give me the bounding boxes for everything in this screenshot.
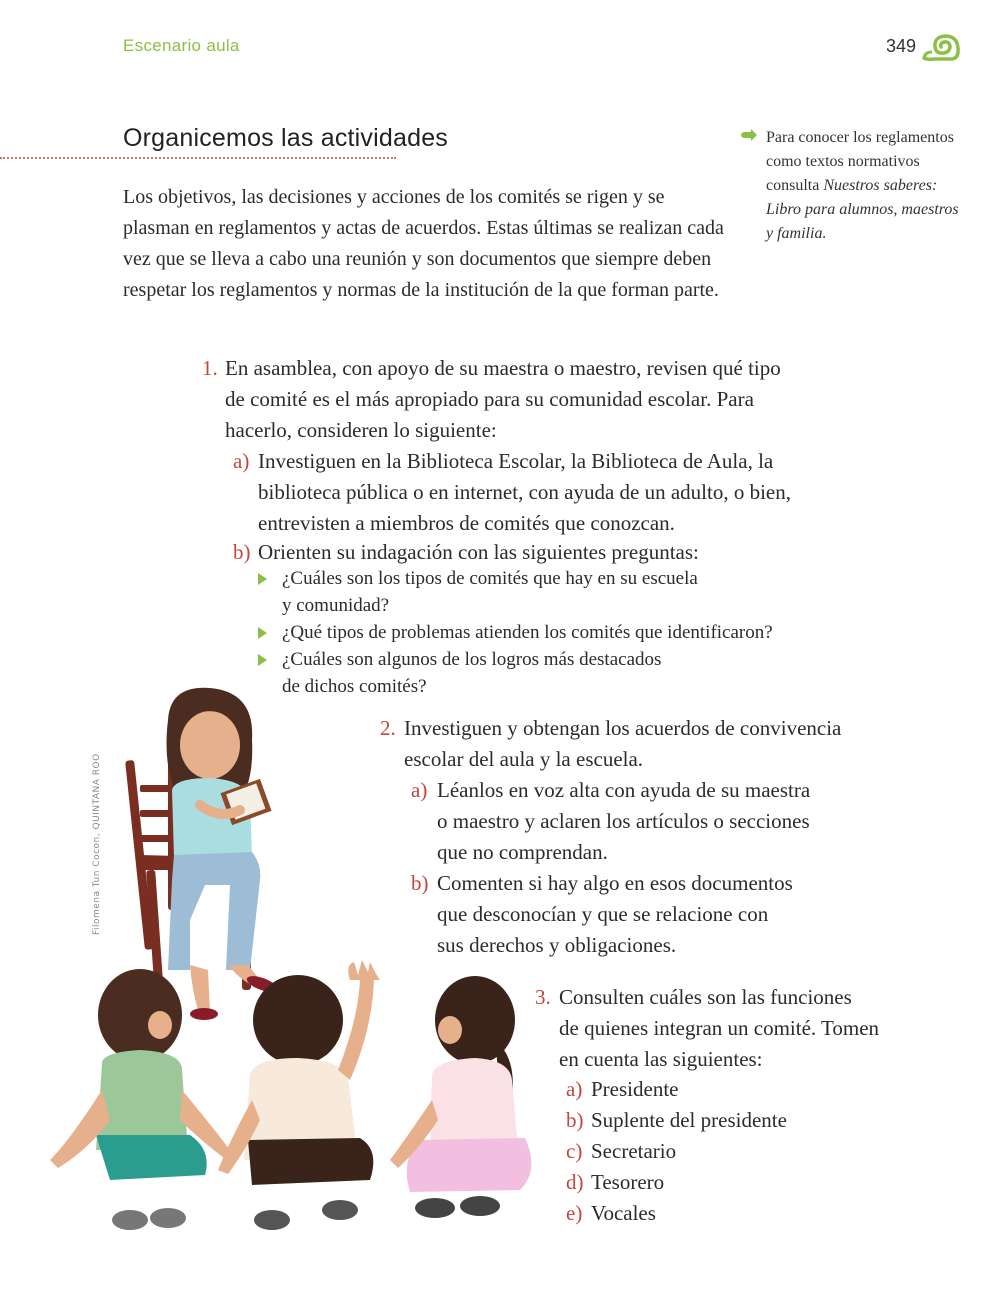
list-letter: a) <box>566 1077 583 1101</box>
text-line: sus derechos y obligaciones. <box>437 933 677 957</box>
text-line: biblioteca pública o en internet, con ayuda de un adulto, o bien, <box>258 480 791 504</box>
item-3-text <box>559 982 879 1075</box>
text-line: Léanlos en voz alta con ayuda de su maestra <box>437 778 811 802</box>
role-item: Tesorero <box>591 1170 665 1194</box>
page-number: 349 <box>886 36 917 56</box>
intro-text: Los objetivos, las decisiones y acciones de los comités se rigen y se plasman en reglamentos y actas de acuerdos. Estas últimas se realizan cada vez que se lleva a cabo una reunión y son documentos que siempre deben respetar los reglamentos y normas de la institución de la que forman parte. <box>123 186 724 301</box>
list-number: 1. <box>202 356 218 380</box>
bullet-text: de dichos comités? <box>282 676 427 697</box>
snail-icon <box>922 30 960 62</box>
text-line: escolar del aula y la escuela. <box>404 747 644 771</box>
seated-boy-middle <box>218 960 380 1230</box>
item-1b-text <box>258 537 699 568</box>
text-line: Consulten cuáles son las funciones <box>559 985 852 1009</box>
role-item: Secretario <box>591 1139 677 1163</box>
bullet-text: y comunidad? <box>282 595 390 616</box>
text-line: o maestro y aclaren los artículos o secciones <box>437 809 810 833</box>
text-line: que no comprendan. <box>437 840 608 864</box>
list-number: 3. <box>535 985 551 1009</box>
bullet-text: ¿Cuáles son algunos de los logros más destacados <box>282 649 662 670</box>
text-line: Investiguen y obtengan los acuerdos de convivencia <box>404 716 842 740</box>
bullet-triangle-icon <box>258 627 267 639</box>
text-line: Comenten si hay algo en esos documentos <box>437 871 793 895</box>
text-line: hacerlo, consideren lo siguiente: <box>225 418 497 442</box>
text-line: en cuenta las siguientes: <box>559 1047 763 1071</box>
text-line: Investiguen en la Biblioteca Escolar, la Biblioteca de Aula, la <box>258 449 774 473</box>
intro-paragraph <box>123 182 733 306</box>
item-1a-label <box>233 446 249 477</box>
role-item: Suplente del presidente <box>591 1108 787 1132</box>
list-letter: b) <box>566 1108 584 1132</box>
bullet-2 <box>282 619 773 646</box>
bullet-1 <box>282 565 698 619</box>
illustration-credit: Filomena Tun Cocon, QUINTANA ROO <box>92 753 102 935</box>
list-letter: e) <box>566 1201 583 1225</box>
item-1a-text <box>258 446 791 539</box>
text-line: entrevisten a miembros de comités que conozcan. <box>258 511 675 535</box>
title-divider <box>0 157 396 159</box>
roles-labels <box>566 1074 584 1229</box>
item-1-text <box>225 353 781 446</box>
role-item: Vocales <box>591 1201 656 1225</box>
item-1-number <box>202 353 218 384</box>
classroom-illustration <box>40 680 540 1260</box>
side-note <box>740 126 960 246</box>
text-line: que desconocían y que se relacione con <box>437 902 769 926</box>
list-letter: c) <box>566 1139 583 1163</box>
text-line: de comité es el más apropiado para su comunidad escolar. Para <box>225 387 754 411</box>
bullet-text: ¿Cuáles son los tipos de comités que hay en su escuela <box>282 568 698 589</box>
list-letter: b) <box>411 871 429 895</box>
text-line: Orienten su indagación con las siguientes preguntas: <box>258 540 699 564</box>
list-letter: a) <box>233 449 250 473</box>
role-item: Presidente <box>591 1077 679 1101</box>
list-letter: b) <box>233 540 251 564</box>
list-letter: d) <box>566 1170 584 1194</box>
item-1b-label <box>233 537 251 568</box>
list-number: 2. <box>380 716 396 740</box>
bullet-triangle-icon <box>258 654 267 666</box>
list-letter: a) <box>411 778 428 802</box>
section-title: Organicemos las actividades <box>123 124 448 152</box>
section-label: Escenario aula <box>123 36 240 55</box>
roles-list <box>591 1074 787 1229</box>
bullet-text: ¿Qué tipos de problemas atienden los comités que identificaron? <box>282 622 773 643</box>
text-line: de quienes integran un comité. Tomen <box>559 1016 880 1040</box>
bullet-triangle-icon <box>258 573 267 585</box>
seated-girl-right <box>390 976 531 1218</box>
side-note-text: Para conocer los reglamentos como textos normativos consulta <box>766 129 954 194</box>
reading-girl <box>167 688 280 1020</box>
text-line: En asamblea, con apoyo de su maestra o maestro, revisen qué tipo <box>225 356 781 380</box>
side-note-book-title: Nuestros saberes: Libro para alumnos, maestros y familia. <box>766 177 959 242</box>
